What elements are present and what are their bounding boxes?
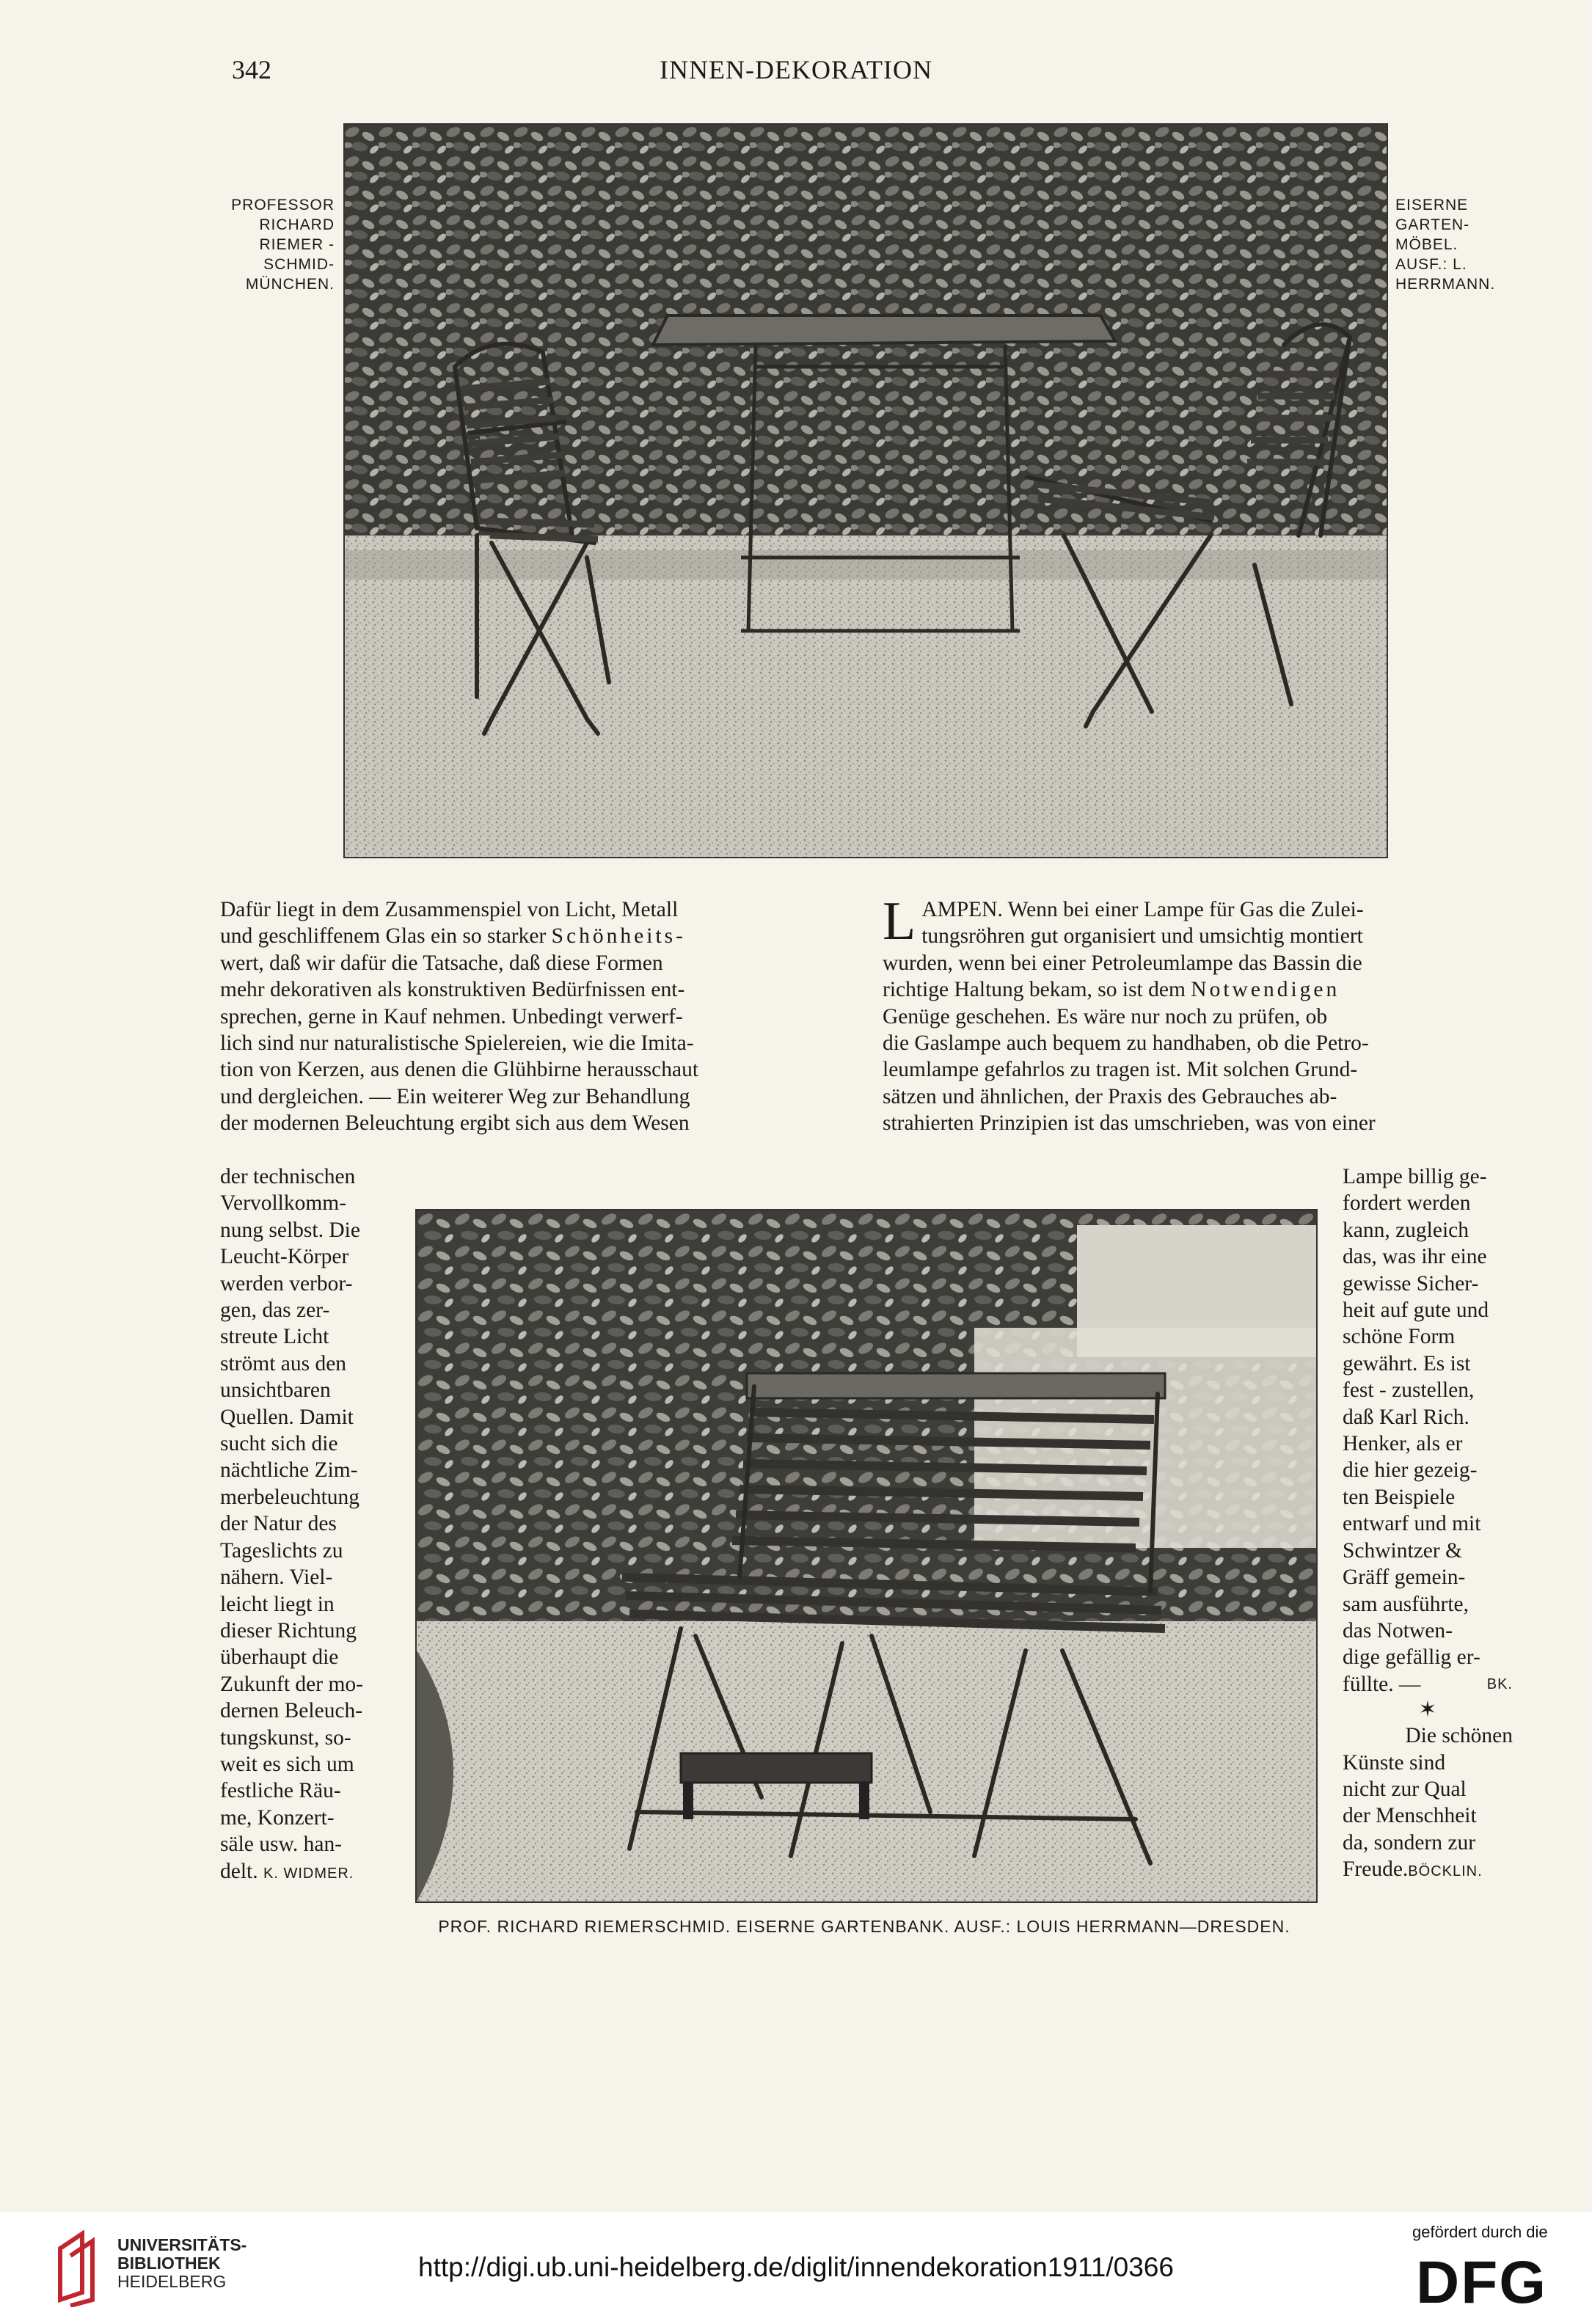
text-line: gewisse Sicher- (1343, 1271, 1479, 1296)
caption-line: MÖBEL. (1395, 236, 1458, 253)
right-narrow-column (1343, 1163, 1513, 1885)
sponsor-label: gefördert durch die (1412, 2223, 1548, 2241)
running-title: INNEN-DEKORATION (660, 55, 932, 84)
section-separator: ✶ (1418, 1698, 1437, 1722)
garden-furniture-photo (343, 123, 1388, 858)
text-line: Vervollkomm- (220, 1191, 347, 1216)
text-line: nähern. Viel- (220, 1565, 333, 1590)
library-name-line: UNIVERSITÄTS- (117, 2235, 247, 2254)
text-line: daß Karl Rich. (1343, 1405, 1469, 1429)
text-line: die hier gezeig- (1343, 1458, 1478, 1483)
text-line: Genüge geschehen. Es wäre nur noch zu prüfen, ob (883, 1004, 1328, 1028)
text-line: das, was ihr eine (1343, 1245, 1487, 1269)
left-narrow-column (220, 1163, 390, 1887)
text-line: der Natur des (220, 1512, 337, 1536)
text-line: festliche Räu- (220, 1779, 341, 1803)
garden-chairs-and-table-image (345, 125, 1387, 857)
text-line: und geschliffenem Glas ein so starker Schönheits- (220, 924, 686, 949)
dfg-logo: DFG (1416, 2249, 1548, 2316)
text-line: leicht liegt in (220, 1592, 335, 1616)
text-line: schöne Form (1343, 1325, 1456, 1349)
caption-line: RICHARD (259, 216, 335, 233)
text-line: der Menschheit (1343, 1804, 1477, 1828)
text-line: unsichtbaren (220, 1378, 331, 1403)
page-number: 342 (232, 55, 271, 84)
text-line: sprechen, gerne in Kauf nehmen. Unbedingt verwerf- (220, 1004, 683, 1028)
text-line: richtige Haltung bekam, so ist dem Notwendigen (883, 978, 1340, 1002)
caption-line: EISERNE (1395, 197, 1469, 213)
author-signature: K. WIDMER. (263, 1865, 354, 1882)
text-line: Dafür liegt in dem Zusammenspiel von Licht, Metall (220, 898, 679, 921)
text-line: dernen Beleuch- (220, 1699, 363, 1723)
spaced-word: Schönheits- (551, 924, 686, 949)
text-line: Künste sind (1343, 1750, 1446, 1775)
text-line: wert, daß wir dafür die Tatsache, daß diese Formen (220, 951, 663, 975)
author-signature: BK. (1486, 1676, 1513, 1692)
text-line: dieser Richtung (220, 1618, 357, 1642)
caption-line: MÜNCHEN. (245, 276, 335, 293)
library-name-line: BIBLIOTHEK (117, 2254, 221, 2273)
text-line: gewährt. Es ist (1343, 1351, 1471, 1375)
text-line: heit auf gute und (1343, 1298, 1489, 1323)
top-photo-caption-left (147, 195, 335, 294)
caption-line: HERRMANN. (1395, 276, 1496, 293)
caption-line: AUSF.: L. (1395, 256, 1467, 273)
text-line: nung selbst. Die (220, 1218, 360, 1242)
text-line: delt. K. WIDMER. (220, 1859, 354, 1883)
garden-bench-image (417, 1210, 1316, 1901)
text-line: fordert werden (1343, 1191, 1471, 1216)
text-line: werden verbor- (220, 1271, 353, 1296)
text-line: füllte. — BK. (1343, 1671, 1513, 1698)
text-line: das Notwen- (1343, 1618, 1453, 1642)
text-line: fest - zustellen, (1343, 1378, 1475, 1403)
caption-line: GARTEN- (1395, 216, 1470, 233)
text-line: strömt aus den (220, 1351, 347, 1375)
text-line: Gräff gemein- (1343, 1565, 1466, 1590)
digitization-footer (0, 2212, 1592, 2324)
text-line: kann, zugleich (1343, 1218, 1469, 1242)
text-line: leumlampe gefahrlos zu tragen ist. Mit solchen Grund- (883, 1058, 1358, 1082)
text-line: der technischen (220, 1165, 356, 1188)
text-line: gen, das zer- (220, 1298, 330, 1323)
text-line: dige gefällig er- (1343, 1645, 1480, 1670)
top-photo-caption-right (1395, 195, 1586, 294)
text-line: Lampe billig ge- (1343, 1165, 1487, 1188)
text-line: die Gaslampe auch bequem zu handhaben, ob die Petro- (883, 1031, 1369, 1056)
library-name-line: HEIDELBERG (117, 2272, 227, 2291)
quote-attribution: BÖCKLIN. (1408, 1863, 1483, 1880)
caption-line: SCHMID- (263, 256, 335, 273)
text-line: Tageslichts zu (220, 1538, 343, 1563)
bench-photo-caption: PROF. RICHARD RIEMERSCHMID. EISERNE GARTENBANK. AUSF.: LOUIS HERRMANN—DRESDEN. (438, 1917, 1290, 1936)
text-line: AMPEN. Wenn bei einer Lampe für Gas die Zulei- (921, 898, 1364, 921)
caption-line: RIEMER - (259, 236, 335, 253)
text-line: Quellen. Damit (220, 1405, 354, 1429)
text-line: sam ausführte, (1343, 1592, 1469, 1616)
text-line: tion von Kerzen, aus denen die Glühbirne herausschaut (220, 1058, 699, 1082)
text-line: tungsröhren gut organisiert und umsichtig montiert (921, 924, 1363, 949)
text-line: nicht zur Qual (1343, 1777, 1467, 1801)
text-line: sucht sich die (220, 1432, 338, 1456)
text-line: und dergleichen. — Ein weiterer Weg zur Behandlung (220, 1084, 690, 1108)
caption-line: PROFESSOR (231, 197, 335, 213)
right-column-text (883, 891, 1512, 1137)
text-line: Leucht-Körper (220, 1245, 349, 1269)
text-line: Zukunft der mo- (220, 1672, 363, 1696)
text-line: nächtliche Zim- (220, 1458, 358, 1483)
text-line: Henker, als er (1343, 1432, 1463, 1456)
text-line: sätzen und ähnlichen, der Praxis des Gebrauches ab- (883, 1084, 1337, 1108)
garden-bench-photo (415, 1209, 1318, 1903)
text-line: me, Konzert- (220, 1805, 335, 1830)
text-line: Die schönen (1405, 1724, 1513, 1748)
text-line: weit es sich um (220, 1752, 354, 1776)
text-line: entwarf und mit (1343, 1512, 1481, 1536)
text-line: wurden, wenn bei einer Petroleumlampe das Bassin die (883, 951, 1362, 975)
text-line: säle usw. han- (220, 1832, 343, 1857)
text-line: mehr dekorativen als konstruktiven Bedürfnissen ent- (220, 978, 685, 1002)
text-line: Freude.BÖCKLIN. (1343, 1857, 1483, 1882)
text-line: lich sind nur naturalistische Spielereien, wie die Imita- (220, 1031, 694, 1056)
left-column-text (220, 896, 851, 1137)
text-line: merbeleuchtung (220, 1485, 360, 1509)
text-line: der modernen Beleuchtung ergibt sich aus dem Wesen (220, 1111, 690, 1136)
text-line: strahierten Prinzipien ist das umschrieben, was von einer (883, 1111, 1376, 1136)
drop-cap: L (883, 891, 916, 951)
text-line: da, sondern zur (1343, 1830, 1476, 1855)
text-line: überhaupt die (220, 1645, 339, 1670)
spaced-word: Notwendigen (1191, 978, 1340, 1002)
text-line: Schwintzer & (1343, 1538, 1463, 1563)
permalink-url[interactable]: http://digi.ub.uni-heidelberg.de/diglit/innendekoration1911/0366 (418, 2252, 1174, 2282)
text-line: streute Licht (220, 1325, 329, 1349)
text-line: tungskunst, so- (220, 1725, 351, 1750)
text-line: ten Beispiele (1343, 1485, 1456, 1509)
